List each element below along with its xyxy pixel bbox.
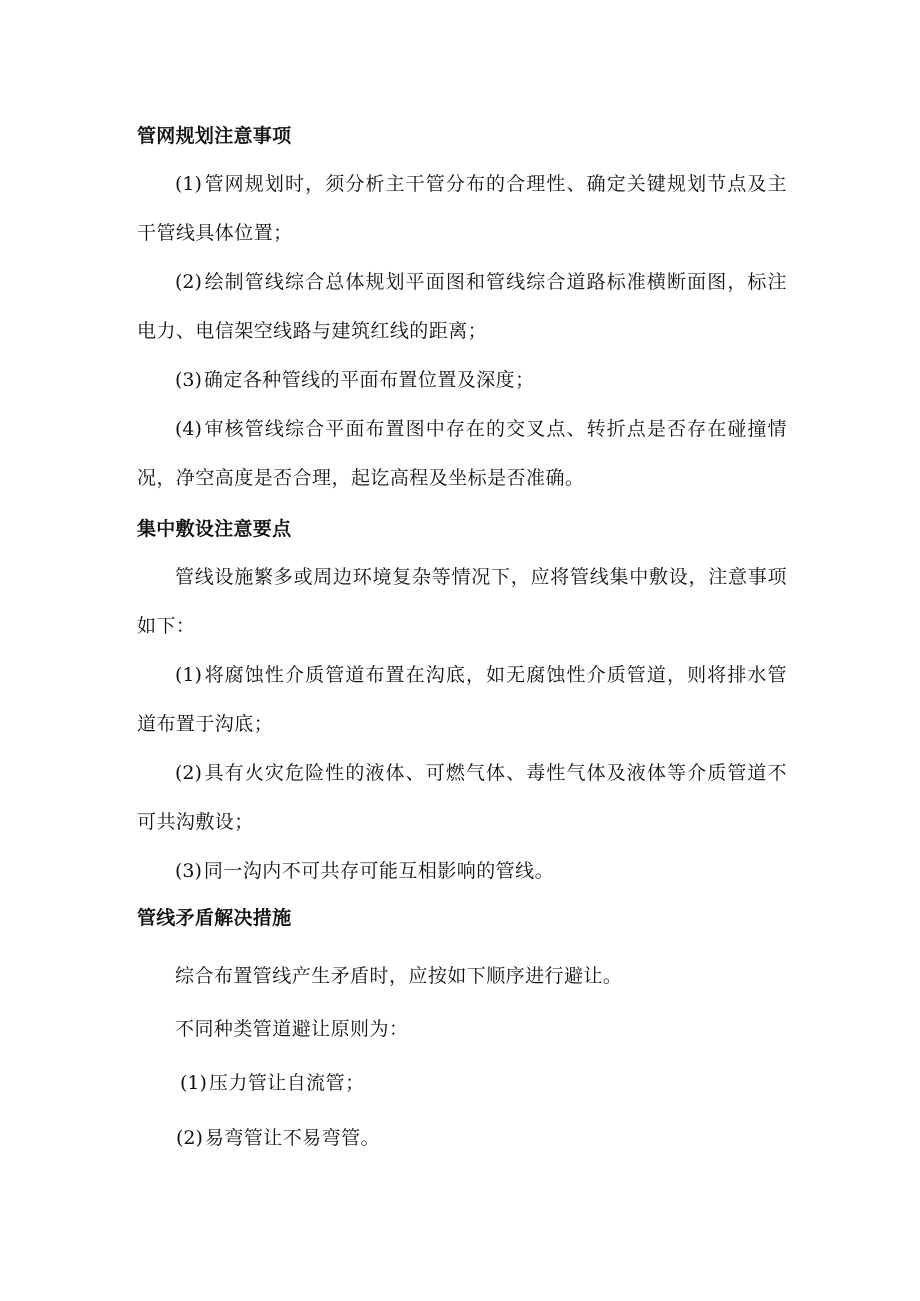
item-number: (4) <box>175 418 202 440</box>
item-number: (1) <box>175 664 202 686</box>
item-text: 确定各种管线的平面布置位置及深度； <box>203 369 535 391</box>
section-heading-pipe-network-planning: 管网规划注意事项 <box>137 125 292 147</box>
item-number: (3) <box>175 369 202 391</box>
list-item <box>180 1071 365 1095</box>
list-item <box>137 847 787 896</box>
item-text: 同一沟内不可共存可能互相影响的管线。 <box>203 860 555 882</box>
section-heading-concentrated-laying: 集中敷设注意要点 <box>137 518 292 540</box>
item-text: 绘制管线综合总体规划平面图和管线综合道路标准横断面图，标注电力、电信架空线路与建筑红线的距离； <box>137 271 787 342</box>
list-item <box>137 356 787 405</box>
item-number: (2) <box>175 271 202 293</box>
intro-paragraph: 管线设施繁多或周边环境复杂等情况下，应将管线集中敷设，注意事项如下： <box>137 566 787 637</box>
section-heading-conflict-resolution: 管线矛盾解决措施 <box>137 907 292 929</box>
item-number: (2) <box>175 762 202 784</box>
item-text: 压力管让自流管； <box>208 1072 365 1094</box>
item-number: (1) <box>180 1072 207 1094</box>
principle-paragraph: 不同种类管道避让原则为： <box>175 1018 409 1040</box>
list-item <box>137 160 787 258</box>
item-text: 审核管线综合平面布置图中存在的交叉点、转折点是否存在碰撞情况，净空高度是否合理，起讫高程及坐标是否准确。 <box>137 418 787 489</box>
item-number: (1) <box>175 173 202 195</box>
item-number: (3) <box>175 860 202 882</box>
item-text: 将腐蚀性介质管道布置在沟底，如无腐蚀性介质管道，则将排水管道布置于沟底； <box>137 664 787 735</box>
list-item <box>137 405 787 503</box>
item-text: 易弯管让不易弯管。 <box>204 1127 380 1149</box>
item-text: 具有火灾危险性的液体、可燃气体、毒性气体及液体等介质管道不可共沟敷设； <box>137 762 787 833</box>
list-item <box>137 258 787 356</box>
item-text: 管网规划时，须分析主干管分布的合理性、确定关键规划节点及主干管线具体位置； <box>137 173 787 244</box>
list-item <box>137 749 787 847</box>
list-item <box>176 1126 380 1150</box>
intro-paragraph: 综合布置管线产生矛盾时，应按如下顺序进行避让。 <box>175 965 623 987</box>
list-item <box>137 651 787 749</box>
item-number: (2) <box>176 1127 203 1149</box>
